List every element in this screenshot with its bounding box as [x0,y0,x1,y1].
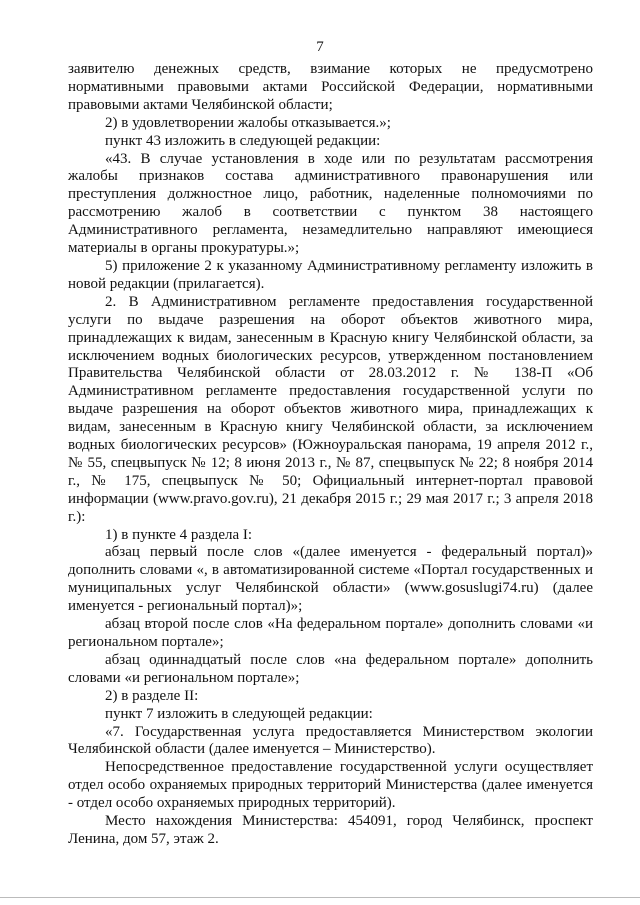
paragraph-point-7-intro: пункт 7 изложить в следующей редакции: [105,705,373,722]
paragraph-direct-provision: Непосредственное предоставление государственной услуги осуществляет отдел особо охраняемых природных территорий Министерства (далее именуется - отдел особо охраняемых природных территорий). [68,759,593,812]
paragraph-ministry-location: Место нахождения Министерства: 454091, город Челябинск, проспект Ленина, дом 57, этаж 2. [68,813,593,847]
paragraph-item-2-section-2: 2) в разделе II: [105,687,199,704]
paragraph-point-43-intro: пункт 43 изложить в следующей редакции: [105,132,381,149]
page-number: 7 [316,39,324,55]
document-body [68,61,593,849]
paragraph-abzac-second: абзац второй после слов «На федеральном портале» дополнить словами «и региональном портале»; [68,616,593,650]
page-bottom-edge [0,897,640,898]
paragraph-abzac-eleventh: абзац одиннадцатый после слов «на федеральном портале» дополнить словами «и региональном портале»; [68,651,593,686]
paragraph-section-2-regulation: 2. В Административном регламенте предоставления государственной услуги по выдаче разрешения на оборот объектов животного мира, принадлежащих к видам, занесенным в Красную книгу Челябинской области, за исключением водных биологических ресурсов, утвержденном постановлением Правительства Челябинской области от 28.03.2012 г. № 138-П «Об Административном регламенте предоставления государственной услуги по выдаче разрешения на оборот объектов животного мира, принадлежащих к видам, занесенным в Красную книгу Челябинской области, за исключением водных биологических ресурсов» (Южноуральская панорама, 19 апреля 2012 г., № 55, спецвыпуск № 12; 8 июня 2013 г., № 87, спецвыпуск № 22; 8 ноября 2014 г., № 175, спецвыпуск № 50; Официальный интернет-портал правовой информации (www.pravo.gov.ru), 21 декабря 2015 г.; 29 мая 2017 г.; 3 апреля 2018 г.): [68,293,593,525]
paragraph-continuation: заявителю денежных средств, взимание которых не предусмотрено нормативными правовыми актами Российской Федерации, нормативными правовыми актами Челябинской области; [68,61,593,113]
paragraph-abzac-first: абзац первый после слов «(далее именуется - федеральный портал)» дополнить словами «, в автоматизированной системе «Портал государственных и муниципальных услуг Челябинской области» (www.gosuslugi74.ru) (далее именуется - региональный портал)»; [68,544,593,615]
paragraph-point-7-text: «7. Государственная услуга предоставляется Министерством экологии Челябинской области (далее именуется – Министерство). [68,723,593,758]
paragraph-item-2-refusal: 2) в удовлетворении жалобы отказывается.»; [105,114,391,131]
paragraph-item-5-appendix: 5) приложение 2 к указанному Административному регламенту изложить в новой редакции (прилагается). [68,257,593,292]
paragraph-point-43-text: «43. В случае установления в ходе или по результатам рассмотрения жалобы признаков состава административного правонарушения или преступления должностное лицо, работник, наделенные полномочиями по рассмотрению жалоб в соответствии с пунктом 38 настоящего Административного регламента, незамедлительно направляют имеющиеся материалы в органы прокуратуры.»; [68,150,593,257]
paragraph-item-1-point-4: 1) в пункте 4 раздела I: [105,526,253,543]
